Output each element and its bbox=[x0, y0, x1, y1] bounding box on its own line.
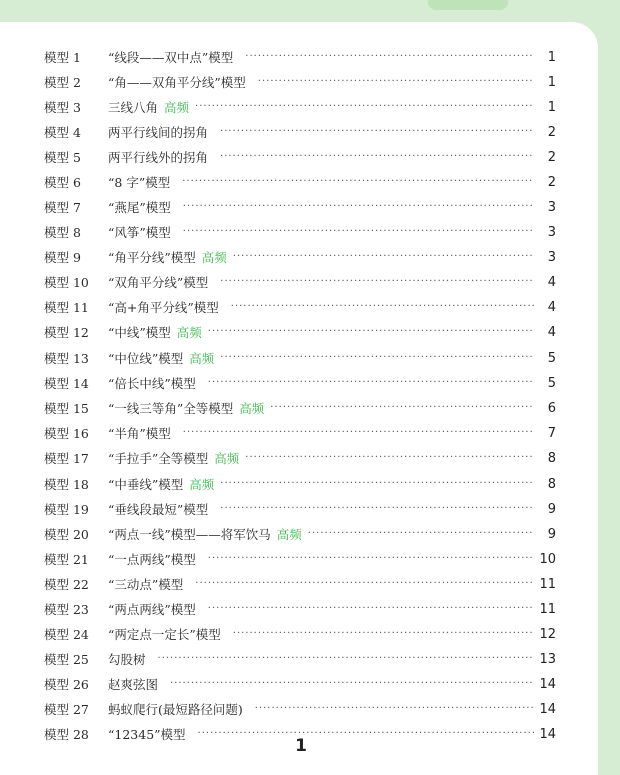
toc-badge: 高频 bbox=[164, 100, 190, 115]
toc-dot-leader bbox=[258, 71, 534, 93]
toc-model-number: 模型 22 bbox=[44, 577, 89, 592]
toc-model-title: “8 字”模型 bbox=[108, 175, 171, 190]
toc-model-number: 模型 15 bbox=[44, 401, 89, 416]
toc-model-number: 模型 13 bbox=[44, 351, 89, 366]
toc-model-title: “高+角平分线”模型 bbox=[108, 300, 219, 315]
toc-page-number: 1 bbox=[547, 99, 556, 115]
toc-entry-22[interactable] bbox=[44, 573, 556, 595]
toc-model-number: 模型 5 bbox=[44, 150, 81, 165]
toc-page-number: 14 bbox=[539, 701, 556, 717]
toc-dot-leader bbox=[198, 723, 534, 745]
toc-badge: 高频 bbox=[239, 401, 265, 416]
toc-page-number: 2 bbox=[547, 124, 556, 140]
toc-model-number: 模型 28 bbox=[44, 727, 89, 742]
toc-page-number: 9 bbox=[547, 501, 556, 517]
toc-entry-18[interactable] bbox=[44, 473, 556, 495]
toc-model-number: 模型 6 bbox=[44, 175, 81, 190]
toc-dot-leader bbox=[233, 623, 534, 645]
toc-entry-6[interactable] bbox=[44, 171, 556, 193]
toc-page-number: 9 bbox=[547, 526, 556, 542]
toc-page-number: 11 bbox=[539, 576, 556, 592]
toc-model-title: “中位线”模型 bbox=[108, 351, 184, 366]
toc-page-number: 8 bbox=[547, 476, 556, 492]
toc-dot-leader bbox=[195, 96, 534, 118]
toc-badge: 高频 bbox=[201, 250, 227, 265]
toc-page-number: 14 bbox=[539, 726, 556, 742]
toc-model-number: 模型 21 bbox=[44, 552, 89, 567]
toc-entry-7[interactable] bbox=[44, 196, 556, 218]
toc-badge: 高频 bbox=[276, 527, 302, 542]
toc-entry-8[interactable] bbox=[44, 221, 556, 243]
toc-model-title: “两点一线”模型——将军饮马 bbox=[108, 527, 271, 542]
toc-model-number: 模型 3 bbox=[44, 100, 81, 115]
header-decoration bbox=[428, 0, 508, 10]
toc-entry-2[interactable] bbox=[44, 71, 556, 93]
toc-badge: 高频 bbox=[176, 325, 202, 340]
toc-entry-17[interactable] bbox=[44, 447, 556, 469]
toc-dot-leader bbox=[208, 321, 534, 343]
toc-entry-24[interactable] bbox=[44, 623, 556, 645]
toc-page-number: 10 bbox=[539, 551, 556, 567]
toc-model-number: 模型 26 bbox=[44, 677, 89, 692]
toc-model-number: 模型 11 bbox=[44, 300, 89, 315]
toc-model-number: 模型 27 bbox=[44, 702, 89, 717]
toc-model-number: 模型 25 bbox=[44, 652, 89, 667]
toc-model-title: 两平行线外的拐角 bbox=[108, 150, 209, 165]
toc-model-title: 两平行线间的拐角 bbox=[108, 125, 209, 140]
toc-model-number: 模型 7 bbox=[44, 200, 81, 215]
table-of-contents bbox=[0, 22, 598, 775]
toc-entry-26[interactable] bbox=[44, 673, 556, 695]
toc-dot-leader bbox=[208, 548, 534, 570]
toc-model-title: “线段——双中点”模型 bbox=[108, 50, 234, 65]
toc-badge: 高频 bbox=[214, 451, 240, 466]
toc-entry-12[interactable] bbox=[44, 321, 556, 343]
toc-page-number: 5 bbox=[547, 350, 556, 366]
toc-dot-leader bbox=[255, 698, 534, 720]
toc-model-title: “半角”模型 bbox=[108, 426, 171, 441]
toc-model-title: “角——双角平分线”模型 bbox=[108, 75, 246, 90]
toc-dot-leader bbox=[220, 146, 534, 168]
toc-page-number: 8 bbox=[547, 450, 556, 466]
toc-badge: 高频 bbox=[189, 351, 215, 366]
toc-model-number: 模型 14 bbox=[44, 376, 89, 391]
toc-dot-leader bbox=[182, 171, 534, 193]
toc-dot-leader bbox=[308, 523, 534, 545]
toc-model-title: “风筝”模型 bbox=[108, 225, 171, 240]
toc-entry-14[interactable] bbox=[44, 372, 556, 394]
toc-model-number: 模型 12 bbox=[44, 325, 89, 340]
toc-model-title: 三线八角 bbox=[108, 100, 159, 115]
toc-model-number: 模型 24 bbox=[44, 627, 89, 642]
toc-entry-25[interactable] bbox=[44, 648, 556, 670]
toc-entry-10[interactable] bbox=[44, 271, 556, 293]
toc-model-number: 模型 18 bbox=[44, 477, 89, 492]
toc-dot-leader bbox=[183, 422, 534, 444]
toc-page-number: 7 bbox=[547, 425, 556, 441]
toc-dot-leader bbox=[158, 648, 534, 670]
toc-entry-11[interactable] bbox=[44, 296, 556, 318]
toc-model-title: “双角平分线”模型 bbox=[108, 275, 209, 290]
toc-model-title: “一线三等角”全等模型 bbox=[108, 401, 234, 416]
toc-page-number: 1 bbox=[547, 49, 556, 65]
toc-model-title: “12345”模型 bbox=[108, 727, 186, 742]
toc-page-number: 6 bbox=[547, 400, 556, 416]
toc-page-number: 3 bbox=[547, 199, 556, 215]
toc-model-number: 模型 8 bbox=[44, 225, 81, 240]
toc-entry-27[interactable] bbox=[44, 698, 556, 720]
toc-model-number: 模型 23 bbox=[44, 602, 89, 617]
toc-page-number: 1 bbox=[547, 74, 556, 90]
toc-model-number: 模型 20 bbox=[44, 527, 89, 542]
toc-model-number: 模型 9 bbox=[44, 250, 81, 265]
toc-dot-leader bbox=[195, 573, 534, 595]
toc-page-number: 4 bbox=[547, 324, 556, 340]
toc-page-number: 11 bbox=[539, 601, 556, 617]
toc-entry-16[interactable] bbox=[44, 422, 556, 444]
toc-model-number: 模型 4 bbox=[44, 125, 81, 140]
page-number-footer: 1 bbox=[295, 736, 307, 756]
toc-model-title: “角平分线”模型 bbox=[108, 250, 196, 265]
toc-entry-21[interactable] bbox=[44, 548, 556, 570]
toc-dot-leader bbox=[245, 447, 534, 469]
toc-model-title: “中垂线”模型 bbox=[108, 477, 184, 492]
toc-model-title: “手拉手”全等模型 bbox=[108, 451, 209, 466]
toc-dot-leader bbox=[208, 372, 534, 394]
toc-model-title: “两定点一定长”模型 bbox=[108, 627, 221, 642]
toc-model-title: “一点两线”模型 bbox=[108, 552, 196, 567]
toc-model-number: 模型 2 bbox=[44, 75, 81, 90]
toc-model-number: 模型 1 bbox=[44, 50, 81, 65]
toc-dot-leader bbox=[233, 246, 534, 268]
toc-page-number: 4 bbox=[547, 274, 556, 290]
toc-model-number: 模型 10 bbox=[44, 275, 89, 290]
toc-page-number: 3 bbox=[547, 224, 556, 240]
toc-dot-leader bbox=[220, 498, 534, 520]
toc-model-title: “两点两线”模型 bbox=[108, 602, 196, 617]
toc-page-number: 14 bbox=[539, 676, 556, 692]
toc-dot-leader bbox=[220, 347, 534, 369]
toc-dot-leader bbox=[270, 397, 534, 419]
toc-badge: 高频 bbox=[189, 477, 215, 492]
toc-model-title: 赵爽弦图 bbox=[108, 677, 159, 692]
toc-dot-leader bbox=[208, 598, 534, 620]
toc-entry-9[interactable] bbox=[44, 246, 556, 268]
toc-dot-leader bbox=[220, 271, 534, 293]
toc-model-title: “三动点”模型 bbox=[108, 577, 184, 592]
toc-page-number: 3 bbox=[547, 249, 556, 265]
toc-entry-13[interactable] bbox=[44, 347, 556, 369]
toc-page-number: 2 bbox=[547, 174, 556, 190]
toc-model-title: “倍长中线”模型 bbox=[108, 376, 196, 391]
toc-entry-23[interactable] bbox=[44, 598, 556, 620]
toc-model-number: 模型 16 bbox=[44, 426, 89, 441]
toc-model-title: “燕尾”模型 bbox=[108, 200, 171, 215]
toc-dot-leader bbox=[220, 473, 534, 495]
toc-page-number: 13 bbox=[539, 651, 556, 667]
toc-model-number: 模型 17 bbox=[44, 451, 89, 466]
toc-model-title: “垂线段最短”模型 bbox=[108, 502, 209, 517]
toc-entry-15[interactable] bbox=[44, 397, 556, 419]
toc-dot-leader bbox=[183, 221, 534, 243]
toc-page-number: 12 bbox=[539, 626, 556, 642]
toc-entry-4[interactable] bbox=[44, 121, 556, 143]
toc-model-title: “中线”模型 bbox=[108, 325, 171, 340]
toc-entry-5[interactable] bbox=[44, 146, 556, 168]
toc-dot-leader bbox=[183, 196, 534, 218]
toc-model-title: 勾股树 bbox=[108, 652, 146, 667]
toc-model-number: 模型 19 bbox=[44, 502, 89, 517]
toc-entry-19[interactable] bbox=[44, 498, 556, 520]
toc-page-number: 4 bbox=[547, 299, 556, 315]
toc-entry-20[interactable] bbox=[44, 523, 556, 545]
toc-model-title: 蚂蚁爬行(最短路径问题) bbox=[108, 702, 243, 717]
toc-page-number: 5 bbox=[547, 375, 556, 391]
toc-dot-leader bbox=[220, 121, 534, 143]
toc-page-number: 2 bbox=[547, 149, 556, 165]
toc-dot-leader bbox=[170, 673, 534, 695]
toc-entry-3[interactable] bbox=[44, 96, 556, 118]
toc-dot-leader bbox=[231, 296, 534, 318]
toc-entry-1[interactable] bbox=[44, 46, 556, 68]
toc-page bbox=[0, 22, 598, 775]
toc-dot-leader bbox=[245, 46, 534, 68]
